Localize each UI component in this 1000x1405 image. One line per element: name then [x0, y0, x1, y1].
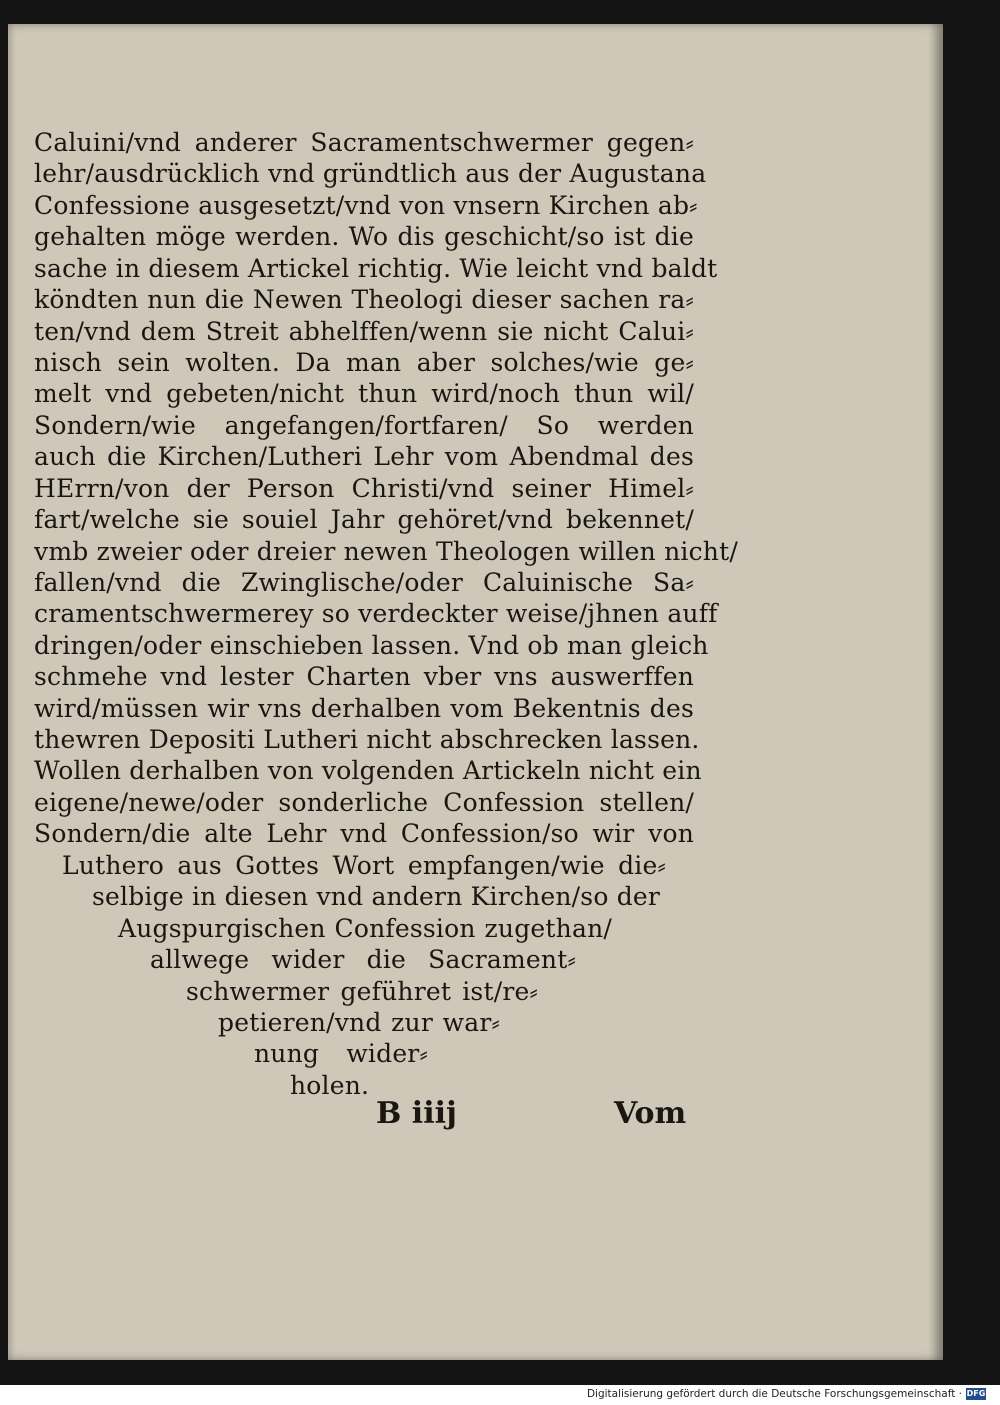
text-line: petieren/vnd zur war⸗ [218, 1008, 500, 1037]
text-line: gehalten möge werden. Wo dis geschicht/so ist die [34, 222, 694, 251]
text-line: Sondern/die alte Lehr vnd Confession/so wir von [34, 819, 694, 848]
text-line: HErrn/von der Person Christi/vnd seiner Himel⸗ [34, 474, 694, 503]
text-line: Confessione ausgesetzt/vnd von vnsern Kirchen ab⸗ [34, 191, 698, 220]
dfg-logo: DFG [966, 1389, 986, 1398]
text-line: thewren Depositi Lutheri nicht abschrecken lassen. [34, 725, 700, 754]
text-line: schmehe vnd lester Charten vber vns auswerffen [34, 662, 694, 691]
text-line: melt vnd gebeten/nicht thun wird/noch thun wil/ [34, 379, 694, 408]
text-line: wird/müssen wir vns derhalben vom Bekentnis des [34, 694, 694, 723]
text-line: holen. [290, 1071, 370, 1100]
text-line: ten/vnd dem Streit abhelffen/wenn sie nicht Calui⸗ [34, 317, 694, 346]
text-line: eigene/newe/oder sonderliche Confession stellen/ [34, 788, 694, 817]
text-line: fallen/vnd die Zwinglische/oder Caluinische Sa⸗ [34, 568, 694, 597]
book-page [8, 24, 943, 1360]
text-line: cramentschwermerey so verdeckter weise/jhnen auff [34, 599, 718, 628]
text-line: Caluini/vnd anderer Sacramentschwermer gegen⸗ [34, 128, 694, 157]
text-line: Augspurgischen Confession zugethan/ [118, 914, 612, 943]
text-line: lehr/ausdrücklich vnd gründtlich aus der Augustana [34, 159, 707, 188]
text-line: schwermer geführet ist/re⸗ [186, 977, 538, 1006]
text-line: sache in diesem Artickel richtig. Wie leicht vnd baldt [34, 254, 718, 283]
text-block [8, 24, 943, 1360]
text-line: allwege wider die Sacrament⸗ [150, 945, 576, 974]
text-line: dringen/oder einschieben lassen. Vnd ob man gleich [34, 631, 709, 660]
text-line: Wollen derhalben von volgenden Artickeln nicht ein [34, 756, 702, 785]
signature-mark: B iiij [376, 1096, 457, 1131]
funding-credit: Digitalisierung gefördert durch die Deutsche Forschungsgemeinschaft · [586, 1388, 962, 1400]
text-line: Luthero aus Gottes Wort empfangen/wie die⸗ [62, 851, 666, 880]
text-line: köndten nun die Newen Theologi dieser sachen ra⸗ [34, 285, 694, 314]
text-line: auch die Kirchen/Lutheri Lehr vom Abendmal des [34, 442, 694, 471]
text-line: nisch sein wolten. Da man aber solches/wie ge⸗ [34, 348, 694, 377]
text-line: Sondern/wie angefangen/fortfaren/ So werden [34, 411, 694, 440]
text-line: vmb zweier oder dreier newen Theologen willen nicht/ [34, 537, 738, 566]
text-line: nung wider⸗ [254, 1039, 428, 1068]
text-line: fart/welche sie souiel Jahr gehöret/vnd bekennet/ [34, 505, 694, 534]
text-line: selbige in diesen vnd andern Kirchen/so der [92, 882, 661, 911]
catchword: Vom [614, 1096, 687, 1131]
footer-bar [0, 1385, 1000, 1405]
